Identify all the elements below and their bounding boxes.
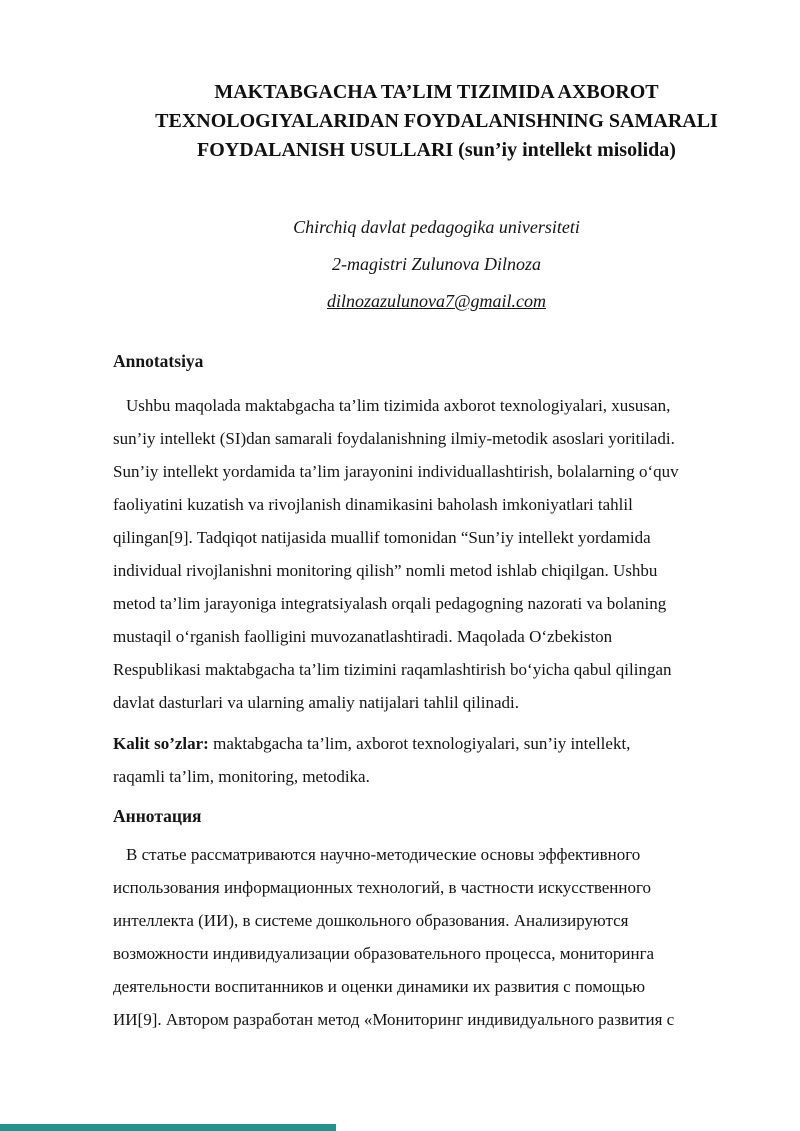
text-line: Respublikasi maktabgacha ta’lim tizimini raqamlashtirish boʻyicha qabul qilingan [113, 660, 672, 679]
author-name-line: 2-magistri Zulunova Dilnoza [331, 254, 541, 274]
title-line: MAKTABGACHA TA’LIM TIZIMIDA AXBOROT [214, 81, 659, 103]
text-line: sun’iy intellekt (SI)dan samarali foydalanishning ilmiy-metodik asoslari yoritiladi. [113, 429, 675, 448]
text-line: mustaqil oʻrganish faolligini muvozanatlashtiradi. Maqolada Oʻzbekiston [113, 627, 613, 646]
keywords-line [113, 727, 760, 760]
section-heading-annotation-ru: Аннотация [113, 806, 202, 826]
text-line: В статье рассматриваются научно-методические основы эффективного [126, 845, 641, 864]
text-line: faoliyatini kuzatish va rivojlanish dinamikasini baholash imkoniyatlari tahlil [113, 495, 633, 514]
email-link[interactable]: dilnozazulunova7@gmail.com [326, 291, 547, 311]
section-heading-annotatsiya: Annotatsiya [113, 351, 204, 371]
text-line: individual rivojlanishni monitoring qilish” nomli metod ishlab chiqilgan. Ushbu [113, 561, 658, 580]
text-line: qilingan[9]. Tadqiqot natijasida muallif tomonidan “Sun’iy intellekt yordamida [113, 528, 651, 547]
text-line: использования информационных технологий, в частности искусственного [113, 878, 652, 897]
keywords-block [113, 727, 760, 793]
title-line: TEXNOLOGIYALARIDAN FOYDALANISHNING SAMARALI [155, 110, 718, 132]
keywords-line: raqamli ta’lim, monitoring, metodika. [113, 767, 370, 786]
text-line: возможности индивидуализации образовательного процесса, мониторинга [113, 944, 655, 963]
text-line: деятельности воспитанников и оценки динамики их развития с помощью [113, 977, 646, 996]
keywords-text: maktabgacha ta’lim, axborot texnologiyalari, sun’iy intellekt, [208, 734, 631, 753]
text-line: Ushbu maqolada maktabgacha ta’lim tizimida axborot texnologiyalari, xususan, [126, 396, 671, 415]
author-block [113, 209, 760, 320]
paragraph-annotation-ru [113, 838, 760, 1036]
text-line: ИИ[9]. Автором разработан метод «Мониторинг индивидуального развития с [113, 1010, 675, 1029]
affiliation-line: Chirchiq davlat pedagogika universiteti [293, 217, 580, 237]
article-title [113, 78, 760, 165]
footer-accent-bar [0, 1124, 336, 1131]
text-line: Sun’iy intellekt yordamida ta’lim jarayonini individuallashtirish, bolalarning oʻquv [113, 462, 679, 481]
keywords-label: Kalit so’zlar: [113, 734, 209, 753]
text-line: интеллекта (ИИ), в системе дошкольного образования. Анализируются [113, 911, 629, 930]
email-line [113, 283, 760, 320]
text-line: metod ta’lim jarayoniga integratsiyalash orqali pedagogning nazorati va bolaning [113, 594, 667, 613]
text-line: davlat dasturlari va ularning amaliy natijalari tahlil qilinadi. [113, 693, 519, 712]
paragraph-annotation-uz [113, 389, 760, 719]
title-line: FOYDALANISH USULLARI (sun’iy intellekt misolida) [197, 139, 676, 161]
document-content [113, 78, 760, 1036]
